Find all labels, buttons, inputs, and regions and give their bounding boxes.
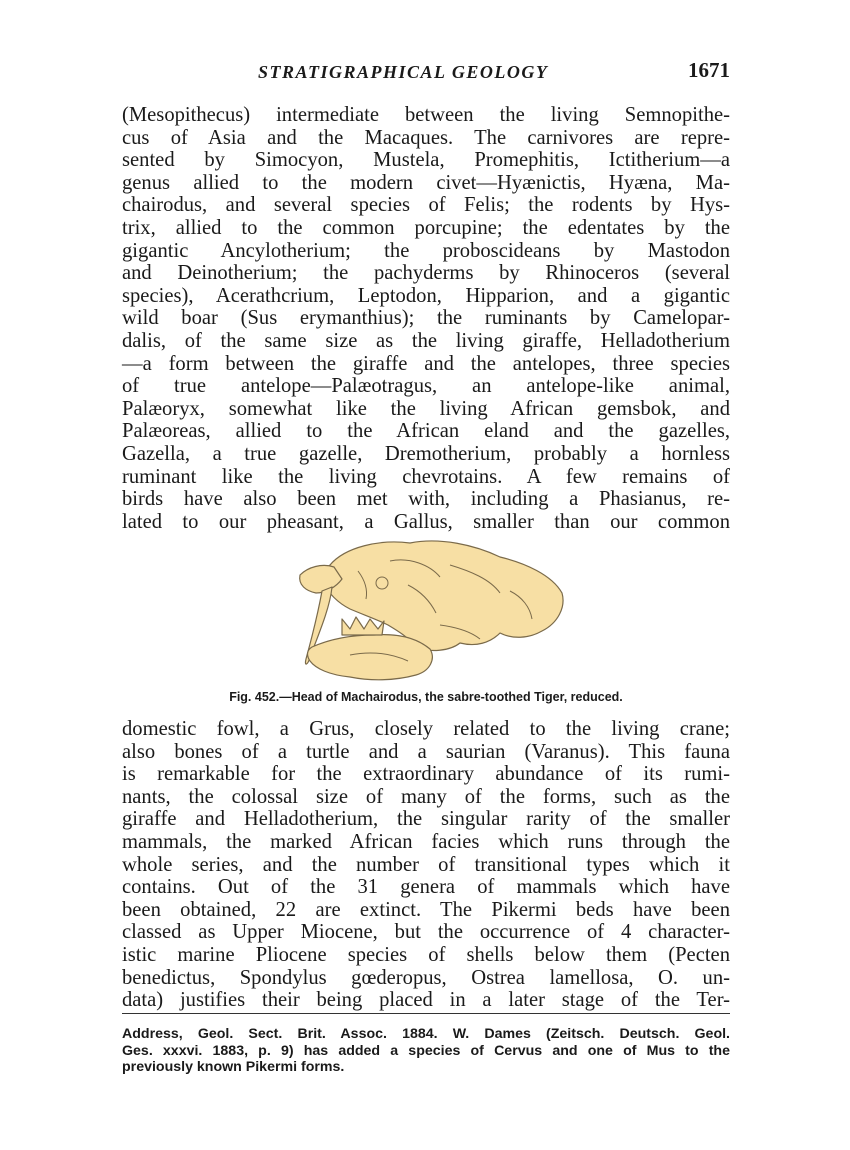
footnote-line: previously known Pikermi forms. bbox=[122, 1059, 345, 1075]
text-line: (Mesopithecus) intermediate between the living Semnopithe- bbox=[122, 104, 730, 126]
footnote bbox=[122, 1026, 730, 1076]
paragraph-lower bbox=[122, 718, 730, 1012]
running-title: STRATIGRAPHICAL GEOLOGY bbox=[258, 62, 549, 82]
lower-jaw bbox=[308, 635, 433, 680]
footnote-divider bbox=[122, 1013, 730, 1014]
text-line: lated to our pheasant, a Gallus, smaller than our common bbox=[122, 510, 730, 533]
text-line: Palæoreas, allied to the African eland and the gazelles, bbox=[122, 420, 730, 443]
text-line: dalis, of the same size as the living giraffe, Helladotherium bbox=[122, 329, 730, 352]
sabre-tooth-skull-illustration bbox=[290, 535, 570, 685]
footnote-line: Ges. xxxvi. 1883, p. 9) has added a species of Cervus and one of Mus to the bbox=[122, 1042, 730, 1059]
text-line: genus allied to the modern civet—Hyænictis, Hyæna, Ma- bbox=[122, 171, 730, 194]
text-line: and Deinotherium; the pachyderms by Rhinoceros (several bbox=[122, 262, 730, 285]
footnote-line: Address, Geol. Sect. Brit. Assoc. 1884. W. Dames (Zeitsch. Deutsch. Geol. bbox=[122, 1026, 730, 1042]
text-line: wild boar (Sus erymanthius); the ruminants by Camelopar- bbox=[122, 307, 730, 330]
text-line: ruminant like the living chevrotains. A few remains of bbox=[122, 465, 730, 488]
text-line: Gazella, a true gazelle, Dremotherium, probably a hornless bbox=[122, 442, 730, 465]
paragraph-upper bbox=[122, 104, 730, 533]
text-line: whole series, and the number of transitional types which it bbox=[122, 853, 730, 876]
running-head bbox=[122, 58, 730, 90]
text-line: also bones of a turtle and a saurian (Varanus). This fauna bbox=[122, 740, 730, 763]
text-line: istic marine Pliocene species of shells below them (Pecten bbox=[122, 943, 730, 966]
text-line: birds have also been met with, including a Phasianus, re- bbox=[122, 488, 730, 511]
text-line: Palæoryx, somewhat like the living African gemsbok, and bbox=[122, 397, 730, 420]
text-line: benedictus, Spondylus gœderopus, Ostrea lamellosa, O. un- bbox=[122, 966, 730, 989]
text-line: classed as Upper Miocene, but the occurrence of 4 character- bbox=[122, 921, 730, 944]
text-line: —a form between the giraffe and the antelopes, three species bbox=[122, 352, 730, 375]
text-line: mammals, the marked African facies which runs through the bbox=[122, 830, 730, 853]
text-line: giraffe and Helladotherium, the singular rarity of the smaller bbox=[122, 808, 730, 831]
text-line: cus of Asia and the Macaques. The carnivores are repre- bbox=[122, 126, 730, 149]
figure-caption: Fig. 452.—Head of Machairodus, the sabre-toothed Tiger, reduced. bbox=[229, 690, 623, 704]
text-line: is remarkable for the extraordinary abundance of its rumi- bbox=[122, 763, 730, 786]
text-line: nants, the colossal size of many of the forms, such as the bbox=[122, 785, 730, 808]
text-line: of true antelope—Palæotragus, an antelope-like animal, bbox=[122, 375, 730, 398]
figure-machairodus-skull bbox=[290, 535, 570, 685]
page-number: 1671 bbox=[688, 58, 730, 82]
text-line: gigantic Ancylotherium; the proboscideans by Mastodon bbox=[122, 239, 730, 262]
text-line: contains. Out of the 31 genera of mammals which have bbox=[122, 876, 730, 899]
text-line: trix, allied to the common porcupine; the edentates by the bbox=[122, 216, 730, 239]
text-line: data) justifies their being placed in a later stage of the Ter- bbox=[122, 989, 730, 1012]
text-line: chairodus, and several species of Felis; the rodents by Hys- bbox=[122, 194, 730, 217]
text-line: domestic fowl, a Grus, closely related to the living crane; bbox=[122, 718, 730, 740]
text-line: been obtained, 22 are extinct. The Pikermi beds have been bbox=[122, 898, 730, 921]
text-line: species), Acerathcrium, Leptodon, Hipparion, and a gigantic bbox=[122, 284, 730, 307]
text-line: sented by Simocyon, Mustela, Promephitis, Ictitherium—a bbox=[122, 149, 730, 172]
